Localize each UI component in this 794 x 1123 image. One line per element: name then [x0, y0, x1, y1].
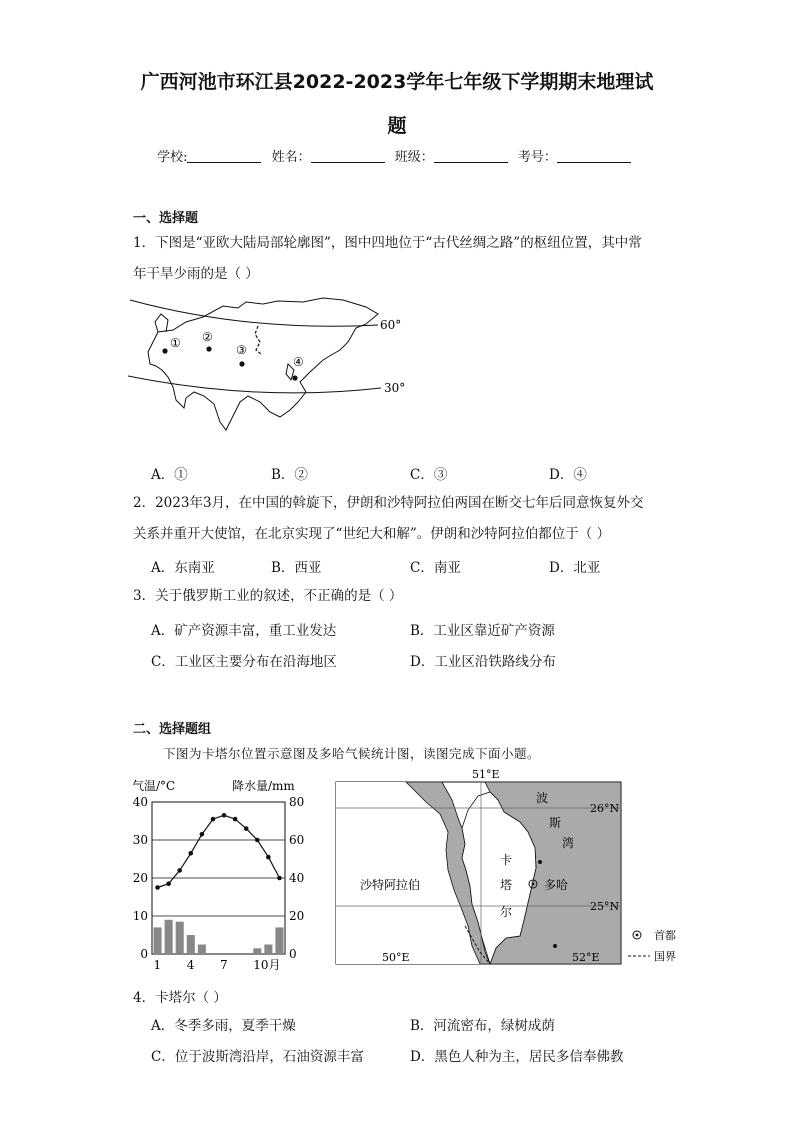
precipitation-bar — [253, 948, 261, 954]
group-intro: 下图为卡塔尔位置示意图及多哈气候统计图，读图完成下面小题。 — [163, 746, 541, 761]
q3-option-d[interactable]: D．工业区沿铁路线分布 — [410, 654, 556, 670]
section-heading-2: 二、选择题组 — [133, 722, 212, 737]
school-blank — [187, 150, 261, 163]
q4-option-a[interactable]: A．冬季多雨，夏季干燥 — [151, 1018, 296, 1034]
qatar-label-3: 尔 — [500, 905, 513, 919]
temperature-point — [255, 838, 260, 843]
q2-option-c[interactable]: C．南亚 — [410, 560, 461, 576]
eurasia-map — [128, 292, 418, 452]
point-4-dot — [292, 375, 297, 380]
q2-option-d[interactable]: D．北亚 — [549, 560, 601, 576]
temperature-point — [166, 881, 171, 886]
number-label: 考号： — [517, 150, 557, 165]
precip-tick-label: 80 — [289, 795, 305, 809]
qatar-location-map — [330, 766, 690, 966]
page-title-line2: 题 — [387, 115, 407, 137]
name-label: 姓名： — [271, 150, 311, 165]
temperature-point — [211, 817, 216, 822]
point-4-label: ④ — [293, 355, 304, 369]
city-dot — [538, 860, 542, 864]
precip-tick-label: 20 — [289, 909, 305, 923]
lon-50-label: 50°E — [382, 951, 410, 964]
lon-51-label: 51°E — [472, 768, 500, 781]
q4-option-d[interactable]: D．黑色人种为主，居民多信奉佛教 — [410, 1049, 624, 1065]
precip-tick-label: 60 — [289, 833, 305, 847]
lon-52-label: 52°E — [572, 951, 600, 964]
question-2-line1: 2．2023年3月，在中国的斡旋下，伊朗和沙特阿拉伯两国在断交七年后同意恢复外交 — [133, 495, 644, 511]
page-title: 广西河池市环江县2022-2023学年七年级下学期期末地理试 — [140, 71, 654, 93]
q1-option-b[interactable]: B．② — [271, 467, 308, 483]
name-blank — [311, 150, 385, 163]
temperature-point — [155, 885, 160, 890]
question-1-line2: 年干旱少雨的是（ ） — [133, 266, 259, 282]
temp-tick-label: 40 — [132, 795, 148, 809]
q4-option-b[interactable]: B．河流密布，绿树成荫 — [410, 1018, 555, 1034]
gulf-label-3: 湾 — [562, 836, 575, 850]
month-tick-label: 1 — [153, 958, 162, 972]
temperature-point — [266, 855, 271, 860]
question-2-line2: 关系并重开大使馆，在北京实现了“世纪大和解”。伊朗和沙特阿拉伯都位于（ ） — [133, 526, 611, 542]
precipitation-bar — [275, 927, 283, 954]
saudi-label: 沙特阿拉伯 — [360, 878, 421, 892]
lat-30-label: 30° — [384, 381, 406, 395]
q3-option-a[interactable]: A．矿产资源丰富，重工业发达 — [151, 623, 337, 639]
point-1-label: ① — [170, 336, 181, 350]
continent-outline — [148, 298, 378, 430]
precipitation-bar — [187, 935, 195, 954]
q1-option-d[interactable]: D．④ — [549, 467, 587, 483]
point-2-dot — [206, 346, 211, 351]
legend-capital-label: 首都 — [654, 929, 676, 942]
temperature-point — [200, 832, 205, 837]
temperature-point — [277, 876, 282, 881]
number-blank — [557, 150, 631, 163]
temperature-point — [233, 817, 238, 822]
temperature-point — [177, 868, 182, 873]
gulf-label-2: 斯 — [549, 816, 562, 830]
month-tick-label: 4 — [186, 958, 195, 972]
question-1 — [133, 228, 673, 290]
qatar-label-1: 卡 — [500, 853, 513, 867]
precipitation-bar — [154, 927, 162, 954]
question-4: 4．卡塔尔（ ） — [133, 990, 227, 1006]
point-3-dot — [239, 361, 244, 366]
precip-tick-label: 0 — [289, 947, 297, 961]
student-info-line — [0, 146, 794, 165]
month-tick-label: 7 — [220, 958, 228, 972]
class-blank — [434, 150, 508, 163]
school-label: 学校: — [157, 150, 188, 165]
ylabel-temperature: 气温/°C — [132, 779, 176, 793]
month-tick-label: 10月 — [253, 958, 281, 972]
point-1-dot — [162, 348, 167, 353]
section-heading-1: 一、选择题 — [133, 211, 199, 226]
doha-climate-chart — [128, 770, 320, 975]
class-label: 班级： — [394, 150, 434, 165]
temperature-point — [222, 813, 227, 818]
q1-option-a[interactable]: A．① — [151, 467, 188, 483]
point-2-label: ② — [202, 330, 213, 344]
question-2 — [133, 488, 673, 550]
ylabel-precipitation: 降水量/mm — [232, 779, 295, 793]
temperature-point — [188, 851, 193, 856]
precipitation-bar — [198, 945, 206, 955]
temp-tick-label: 10 — [132, 909, 148, 923]
gulf-label-1: 波 — [536, 791, 549, 805]
question-1-line1: 1．下图是“亚欧大陆局部轮廓图”，图中四地位于“古代丝绸之路”的枢纽位置，其中常 — [133, 235, 642, 251]
precipitation-bar — [165, 920, 173, 954]
temperature-point — [244, 826, 249, 831]
temp-tick-label: 0 — [140, 947, 148, 961]
q1-option-c[interactable]: C．③ — [410, 467, 448, 483]
q3-option-c[interactable]: C．工业区主要分布在沿海地区 — [151, 654, 337, 670]
q4-option-c[interactable]: C．位于波斯湾沿岸，石油资源丰富 — [151, 1049, 364, 1065]
lat-60-label: 60° — [380, 318, 402, 332]
doha-label: 多哈 — [544, 878, 569, 892]
q3-option-b[interactable]: B．工业区靠近矿产资源 — [410, 623, 555, 639]
q2-option-b[interactable]: B．西亚 — [271, 560, 322, 576]
precip-tick-label: 40 — [289, 871, 305, 885]
legend-border-label: 国界 — [654, 950, 676, 963]
qatar-label-2: 塔 — [500, 878, 513, 892]
precipitation-bar — [264, 945, 272, 955]
q2-option-a[interactable]: A．东南亚 — [151, 560, 215, 576]
temp-tick-label: 20 — [132, 871, 148, 885]
point-3-label: ③ — [236, 343, 247, 357]
city-dot — [553, 944, 557, 948]
temp-tick-label: 30 — [132, 833, 148, 847]
lat-26-label: 26°N — [590, 802, 620, 815]
lat-25-label: 25°N — [590, 900, 620, 913]
temperature-line — [158, 815, 280, 887]
precipitation-bar — [176, 922, 184, 954]
question-3: 3．关于俄罗斯工业的叙述，不正确的是（ ） — [133, 588, 403, 604]
